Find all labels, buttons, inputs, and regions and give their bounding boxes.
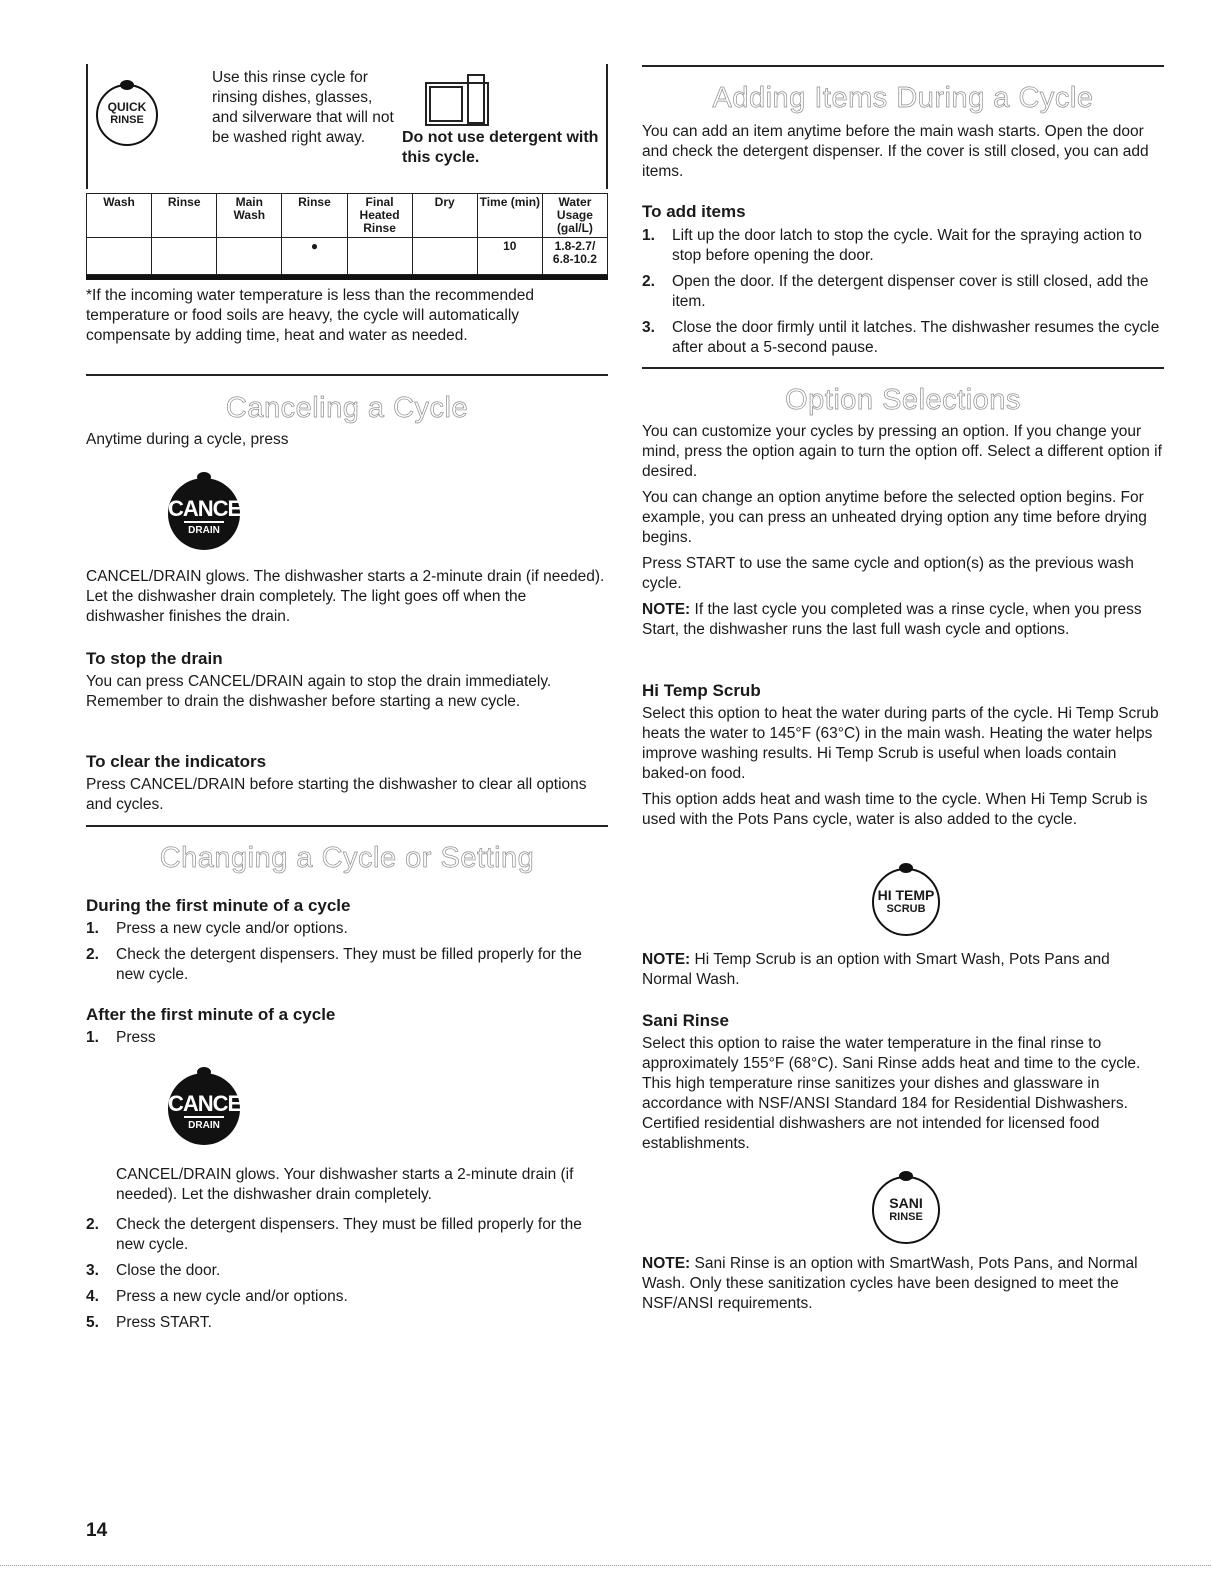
sani-rinse-button — [872, 1176, 940, 1244]
detergent-dispenser-icon — [425, 74, 487, 124]
table-header-row — [87, 194, 608, 238]
after-step1-cont: CANCEL/DRAIN glows. Your dishwasher starts a 2-minute drain (if needed). Let the dishwasher drain completely. — [116, 1166, 574, 1203]
table-cell: ● — [282, 238, 347, 275]
list-item: 1. Press — [86, 1029, 156, 1046]
after-minute-step1 — [86, 1028, 606, 1054]
after-minute-heading: After the first minute of a cycle — [86, 1005, 336, 1024]
first-minute-steps — [86, 919, 606, 991]
stop-drain-text: You can press CANCEL/DRAIN again to stop the drain immediately. Remember to drain the dishwasher before starting a new cycle. — [86, 673, 552, 710]
list-item: 3. Close the door. — [86, 1262, 221, 1279]
quick-rinse-warning: Do not use detergent with this cycle. — [402, 129, 599, 166]
quick-rinse-line2: RINSE — [110, 114, 144, 126]
hitemp-p2: This option adds heat and wash time to the cycle. When Hi Temp Scrub is used with the Pots Pans cycle, water is also added to the cycle. — [642, 791, 1148, 828]
divider — [86, 374, 608, 376]
quick-rinse-description: Use this rinse cycle for rinsing dishes, glasses, and silverware that will not be washed right away. — [212, 69, 394, 146]
hitemp-note: NOTE: Hi Temp Scrub is an option with Smart Wash, Pots Pans and Normal Wash. — [642, 951, 1110, 988]
cancel-label: CANCEL — [168, 1091, 254, 1116]
table-header: Wash — [87, 194, 152, 238]
quick-rinse-table — [86, 193, 608, 275]
list-item: 1. Lift up the door latch to stop the cycle. Wait for the spraying action to stop before opening the door. — [642, 227, 1142, 264]
options-p1: You can customize your cycles by pressing an option. If you change your mind, press the option again to turn the option off. Select a different option if desired. — [642, 423, 1162, 480]
table-cell — [217, 238, 282, 275]
sani-note: NOTE: Sani Rinse is an option with SmartWash, Pots Pans, and Normal Wash. Only these sanitization cycles have been designed to meet the NSF/ANSI requirements. — [642, 1255, 1138, 1312]
adding-intro: You can add an item anytime before the main wash starts. Open the door and check the detergent dispenser. If the cover is still closed, you can add items. — [642, 123, 1149, 180]
options-p2: You can change an option anytime before the selected option begins. For example, you can press an unheated drying option any time before drying begins. — [642, 489, 1147, 546]
add-items-steps — [642, 226, 1162, 364]
bottom-rule — [0, 1565, 1211, 1567]
page-number: 14 — [86, 1520, 108, 1541]
table-header: Main Wash — [217, 194, 282, 238]
drain-label: DRAIN — [188, 1120, 220, 1131]
options-note1: NOTE: If the last cycle you completed was a rinse cycle, when you press Start, the dishwasher runs the last full wash cycle and options. — [642, 601, 1142, 638]
sani-label: SANI — [889, 1195, 923, 1211]
table-header: Water Usage (gal/L) — [542, 194, 607, 238]
sani-p: Select this option to raise the water temperature in the final rinse to approximately 155°F (68°C). Sani Rinse adds heat and time to the cycle. This high temperature rinse sanitizes your dishes and glassware in accordance with NSF/ANSI Standard 184 for Residential Dishwashers. Certified residential dishwashers are not intended for licensed food establishments. — [642, 1035, 1141, 1152]
after-minute-steps — [86, 1215, 606, 1339]
sani-heading: Sani Rinse — [642, 1011, 729, 1030]
table-row — [87, 238, 608, 275]
table-cell — [347, 238, 412, 275]
options-p3: Press START to use the same cycle and option(s) as the previous wash cycle. — [642, 555, 1134, 592]
list-item: 1. Press a new cycle and/or options. — [86, 920, 348, 937]
list-item: 5. Press START. — [86, 1314, 212, 1331]
clear-indicators-heading: To clear the indicators — [86, 752, 267, 771]
rinse-label: RINSE — [889, 1211, 923, 1223]
quick-rinse-line1: QUICK — [107, 100, 147, 114]
cancel-drain-button — [168, 1073, 254, 1145]
first-minute-heading: During the first minute of a cycle — [86, 896, 351, 915]
hi-temp-scrub-button — [872, 868, 940, 936]
cancel-label: CANCEL — [168, 496, 254, 521]
options-heading: Option Selections — [785, 384, 1021, 416]
adding-heading: Adding Items During a Cycle — [712, 82, 1094, 114]
table-header: Time (min) — [477, 194, 542, 238]
hi-temp-label: HI TEMP — [877, 887, 935, 903]
table-cell — [152, 238, 217, 275]
stop-drain-heading: To stop the drain — [86, 649, 223, 668]
canceling-heading: Canceling a Cycle — [225, 392, 469, 424]
table-header: Dry — [412, 194, 477, 238]
divider — [642, 65, 1164, 67]
cancel-drain-button — [168, 478, 254, 550]
list-item: 2. Check the detergent dispensers. They must be filled properly for the new cycle. — [86, 1216, 582, 1253]
table-header: Final Heated Rinse — [347, 194, 412, 238]
divider — [86, 825, 608, 827]
changing-heading: Changing a Cycle or Setting — [159, 842, 535, 874]
add-items-heading: To add items — [642, 202, 746, 221]
canceling-after: CANCEL/DRAIN glows. The dishwasher starts a 2-minute drain (if needed). Let the dishwasher drain completely. The light goes off when the dishwasher finishes the drain. — [86, 568, 605, 625]
clear-indicators-text: Press CANCEL/DRAIN before starting the dishwasher to clear all options and cycles. — [86, 776, 587, 813]
quick-rinse-button — [96, 84, 158, 146]
table-header: Rinse — [282, 194, 347, 238]
quick-rinse-footnote: *If the incoming water temperature is less than the recommended temperature or food soils are heavy, the cycle will automatically compensate by adding time, heat and water as needed. — [86, 287, 535, 344]
table-cell: 10 — [477, 238, 542, 275]
list-item: 2. Check the detergent dispensers. They must be filled properly for the new cycle. — [86, 946, 582, 983]
table-cell: 1.8-2.7/ 6.8-10.2 — [542, 238, 607, 275]
quick-rinse-table-wrap — [86, 193, 608, 280]
quick-rinse-block — [86, 64, 608, 189]
hitemp-heading: Hi Temp Scrub — [642, 681, 761, 700]
canceling-intro: Anytime during a cycle, press — [86, 431, 289, 448]
divider — [642, 367, 1164, 369]
scrub-label: SCRUB — [886, 903, 926, 915]
table-cell — [412, 238, 477, 275]
list-item: 3. Close the door firmly until it latches. The dishwasher resumes the cycle after about a 5-second pause. — [642, 319, 1160, 356]
list-item: 2. Open the door. If the detergent dispenser cover is still closed, add the item. — [642, 273, 1149, 310]
table-header: Rinse — [152, 194, 217, 238]
table-cell — [87, 238, 152, 275]
hitemp-p1: Select this option to heat the water during parts of the cycle. Hi Temp Scrub heats the water to 145°F (63°C) in the main wash. Heating the water helps improve washing results. Hi Temp Scrub is useful when loads contain baked-on food. — [642, 705, 1159, 782]
list-item: 4. Press a new cycle and/or options. — [86, 1288, 348, 1305]
drain-label: DRAIN — [188, 525, 220, 536]
